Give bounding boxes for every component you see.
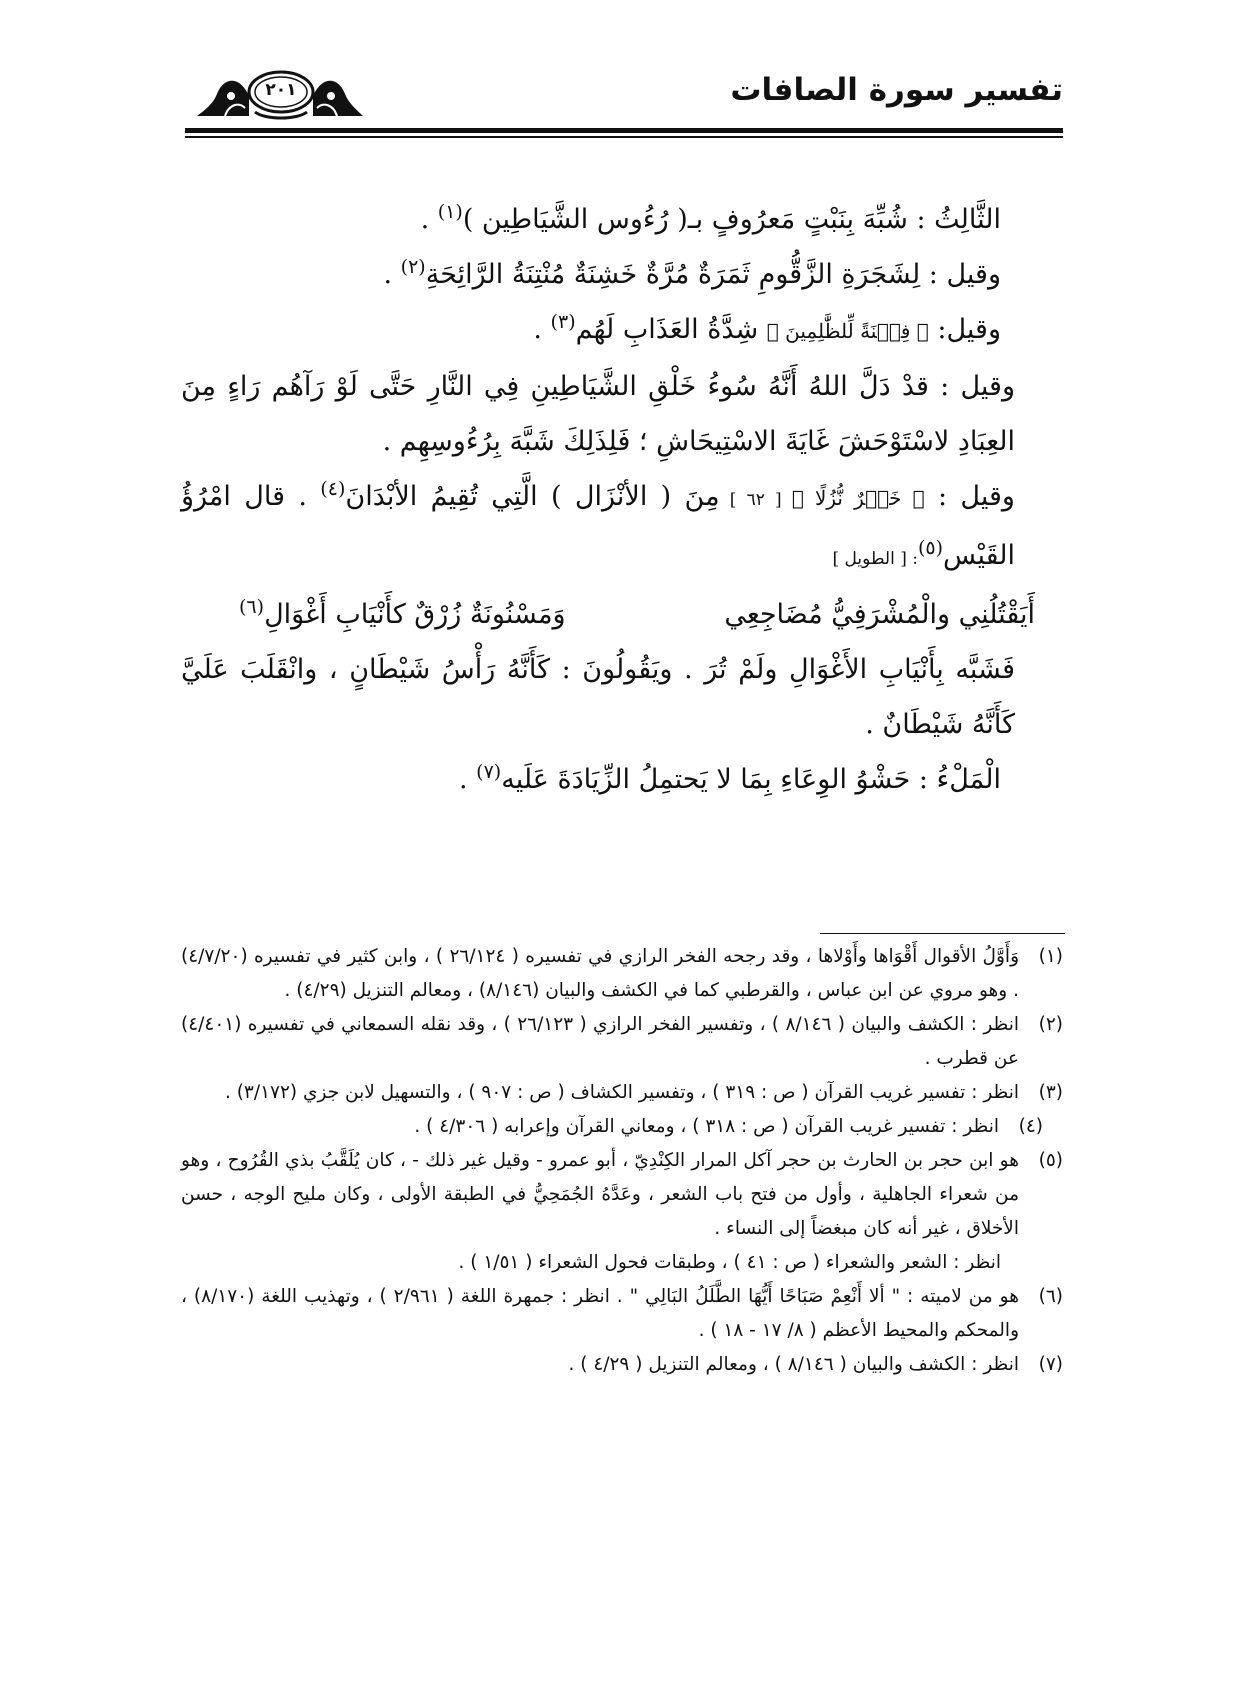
- page-header-title: تفسير سورة الصافات: [730, 72, 1063, 108]
- header-rule-thin: [185, 136, 1063, 138]
- footnotes: [181, 940, 1063, 1382]
- footnote-number: (٣): [1038, 1082, 1063, 1103]
- quran-quote: ﴿ فِتۡنَةً لِّلظَّٰلِمِينَ ﴾: [766, 319, 929, 343]
- footnote-ref-2[interactable]: (٢): [400, 256, 426, 278]
- footnote-6: [181, 1280, 1063, 1348]
- page-number-ornament: [195, 66, 365, 126]
- footnote-number: (٥): [1038, 1150, 1063, 1171]
- poetic-meter: : [ الطويل ]: [832, 549, 918, 569]
- footnote-5: [181, 1144, 1063, 1246]
- footnote-4: [181, 1110, 1063, 1144]
- quran-quote: ﴿ خَيۡرٌ نُّزُلًا ﴾: [791, 486, 925, 510]
- footnote-number: (٧): [1038, 1354, 1063, 1375]
- footnote-text: هو ابن حجر بن الحارث بن حجر آكل المرار الكِنْدِيّ ، أبو عمرو - وقيل غير ذلك - ، كان يُلَقَّبُ بذي القُرُوح ، وهو من شعراء الجاهلية ، وأول من فتح باب الشعر ، وعَدَّهُ الجُمَحِيُّ في الطبقة الأولى ، وكان مليح الوجه ، حسن الأخلاق ، غير أنه كان مبغضاً إلى النساء .: [181, 1150, 1019, 1239]
- paragraph-5: وقيل : ﴿ خَيۡرٌ نُّزُلًا ﴾ [ ٦٢ ] مِنَ ( الأنْزَال ) الَّتِي تُقِيمُ الأبْدَانَ$^{(٤)}$ . قال امْرُؤُ القَيْس$^{(٥)}$: [ الطويل ]: [181, 478, 1015, 571]
- footnote-1: [181, 940, 1063, 1008]
- footnote-ref-4[interactable]: (٤): [320, 478, 346, 500]
- footnote-ref-3[interactable]: (٣): [550, 311, 576, 333]
- footnote-ref-5[interactable]: (٥): [917, 537, 944, 559]
- poetry-verse: [181, 587, 1063, 642]
- footnote-separator: [820, 933, 1065, 934]
- footnote-ref-7[interactable]: (٧): [476, 761, 502, 783]
- footnote-text: انظر : تفسير غريب القرآن ( ص : ٣١٨ ) ، ومعاني القرآن وإعرابه ( ٤/٣٠٦ ) .: [414, 1116, 999, 1137]
- verse-first-hemistich: أَيَقْتُلُنِي والْمُشْرَفِيُّ مُضَاجِعِي: [724, 599, 1035, 630]
- paragraph-6: فَشَبَّه بِأَنْيَابِ الأَغْوَالِ ولَمْ تُرَ . ويَقُولُونَ : كَأَنَّهُ رَأْسُ شَيْطَانٍ ، وانْقَلَبَ عَلَيَّ كَأَنَّهُ شَيْطَانٌ .: [181, 654, 1015, 740]
- footnote-text: انظر : تفسير غريب القرآن ( ص : ٣١٩ ) ، وتفسير الكشاف ( ص : ٩٠٧ ) ، والتسهيل لابن جزي (٣/١٧٢) .: [224, 1082, 1019, 1103]
- footnote-text: انظر : الكشف والبيان ( ٨/١٤٦ ) ، وتفسير الفخر الرازي ( ٢٦/١٢٣ ) ، وقد نقله السمعاني في تفسيره (٤/٤٠١) عن قطرب .: [181, 1014, 1019, 1069]
- footnote-ref-1[interactable]: (١): [437, 201, 463, 223]
- paragraph-1: الثَّالِثُ : شُبِّهَ بِنَبْتٍ مَعرُوفٍ بـ( رُءُوس الشَّيَاطِين )$^{(١)}$ .: [420, 201, 1001, 235]
- footnote-text: انظر : الكشف والبيان ( ٨/١٤٦ ) ، ومعالم التنزيل ( ٤/٢٩ ) .: [568, 1354, 1019, 1375]
- footnote-number: (٤): [1018, 1116, 1043, 1137]
- footnote-text: هو من لاميته : " ألا أَنْعِمْ صَبَاحًا أَيُّهَا الطَّلَلُ البَالِي " . انظر : جمهرة اللغة ( ٢/٩٦١ ) ، وتهذيب اللغة (٨/١٧٠) ، والمحكم والمحيط الأعظم ( ٨/ ١٧ - ١٨ ) .: [181, 1286, 1019, 1341]
- paragraph-3: وقيل: ﴿ فِتۡنَةً لِّلظَّٰلِمِينَ ﴾ شِدَّةُ العَذَابِ لَهُم$^{(٣)}$ .: [533, 311, 1001, 345]
- paragraph-7: الْمَلْءُ : حَشْوُ الوِعَاءِ بِمَا لا يَحتمِلُ الزِّيَادَةَ عَلَيه$^{(٧)}$ .: [458, 761, 1001, 795]
- header-rule-thick: [185, 128, 1063, 133]
- footnote-ref-6[interactable]: (٦): [239, 596, 265, 618]
- footnote-7: [181, 1348, 1063, 1382]
- footnote-text: وَأَوَّلُ الأقوال أَقْوَاها وأَوْلاها ، وقد رجحه الفخر الرازي في تفسيره ( ٢٦/١٢٤ ) ، وابن كثير في تفسيره (٤/٧/٢٠) . وهو مروي عن ابن عباس ، والقرطبي كما في الكشف والبيان (٨/١٤٦) ، ومعالم التنزيل (٤/٢٩) .: [181, 946, 1020, 1001]
- footnote-number: (١): [1038, 946, 1063, 967]
- paragraph-4: وقيل : قدْ دَلَّ اللهُ أَنَّهُ سُوءُ خَلْقِ الشَّيَاطِينِ فِي النَّارِ حَتَّى لَوْ رَآهُم رَاءٍ مِنَ العِبَادِ لاسْتَوْحَشَ غَايَةَ الاسْتِيحَاشِ ؛ فَلِذَلِكَ شَبَّهَ بِرُءُوسِهِم .: [181, 371, 1015, 457]
- page-number: ٢٠١: [265, 80, 297, 100]
- footnote-3: [181, 1076, 1063, 1110]
- main-text: [181, 192, 1063, 807]
- verse-second-hemistich: وَمَسْنُونَةٌ زُرْقٌ كأَنْيَابِ أَغْوَالِ$^{(٦)}$: [239, 596, 566, 630]
- footnote-2: [181, 1008, 1063, 1076]
- verse-reference: [ ٦٢ ]: [719, 490, 792, 510]
- footnote-number: (٦): [1038, 1286, 1063, 1307]
- footnote-5-sources: انظر : الشعر والشعراء ( ص : ٤١ ) ، وطبقات فحول الشعراء ( ١/٥١ ) .: [458, 1252, 1001, 1273]
- footnote-number: (٢): [1038, 1014, 1063, 1035]
- paragraph-2: وقيل : لِشَجَرَةِ الزَّقُّومِ ثَمَرَةٌ مُرَّةٌ خَشِنَةٌ مُنْتِنَةُ الرَّائِحَةِ$^{(٢)}$ .: [383, 256, 1001, 290]
